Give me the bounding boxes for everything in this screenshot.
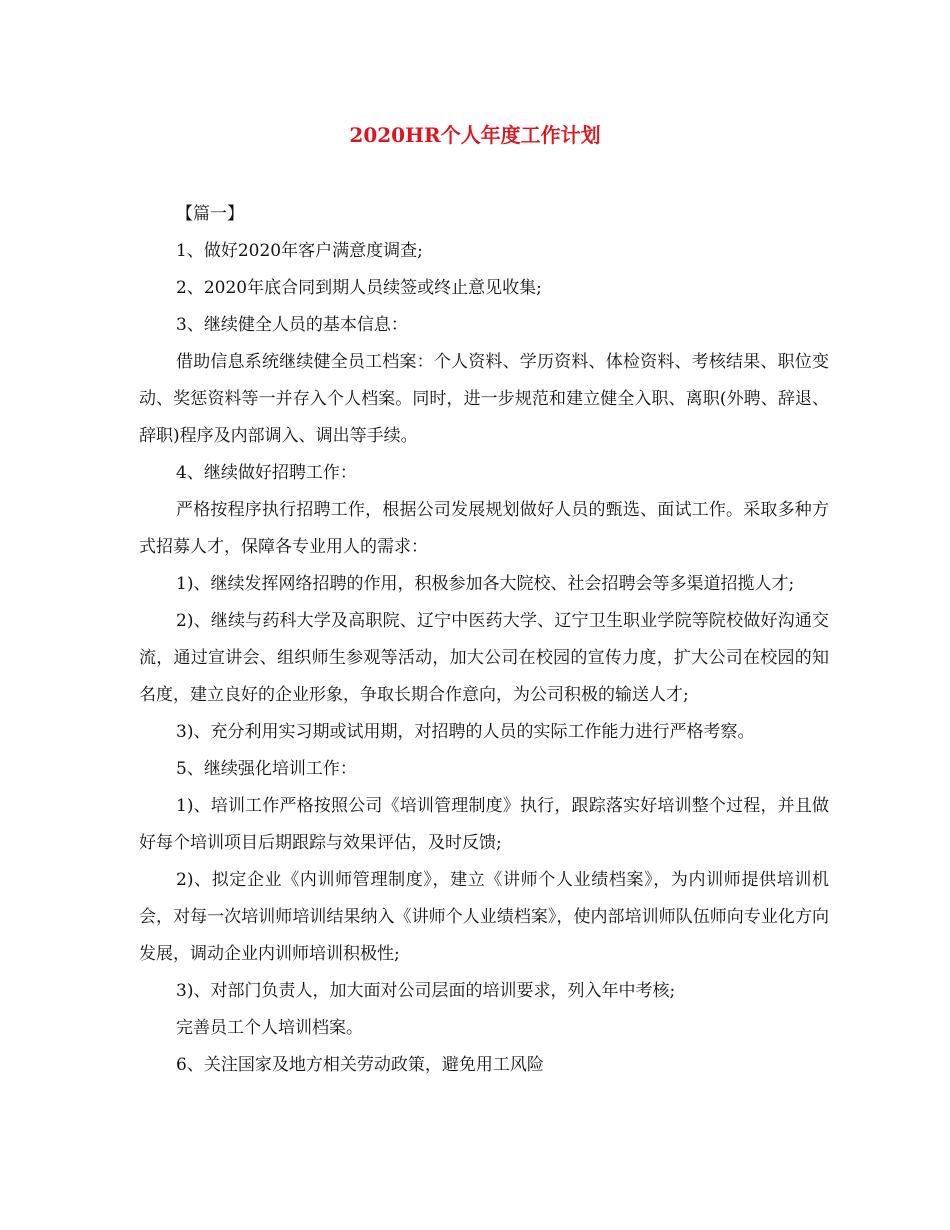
list-item-5: 5、继续强化培训工作： — [176, 759, 357, 779]
sub-item-4-1: 1)、继续发挥网络招聘的作用，积极参加各大院校、社会招聘会等多渠道招揽人才; — [176, 574, 795, 594]
paragraph-recruitment: 严格按程序执行招聘工作，根据公司发展规划做好人员的甄选、面试工作。采取多种方式招募人才，保障各专业用人的需求： — [139, 500, 829, 557]
list-item-3: 3、继续健全人员的基本信息： — [176, 315, 408, 335]
list-item-6: 6、关注国家及地方相关劳动政策，避免用工风险 — [176, 1055, 544, 1075]
sub-item-5-2: 2)、拟定企业《内训师管理制度》，建立《讲师个人业绩档案》，为内训师提供培训机会，对每一次培训师培训结果纳入《讲师个人业绩档案》，使内部培训师队伍师向专业化方向发展，调动企业内训师培训积极性; — [139, 870, 829, 964]
document-body — [139, 196, 829, 1084]
paragraph-training-files: 完善员工个人培训档案。 — [176, 1018, 363, 1038]
sub-item-5-1: 1)、培训工作严格按照公司《培训管理制度》执行，跟踪落实好培训整个过程，并且做好每个培训项目后期跟踪与效果评估，及时反馈; — [139, 796, 829, 853]
sub-item-5-3: 3)、对部门负责人，加大面对公司层面的培训要求，列入年中考核; — [176, 981, 676, 1001]
section-heading: 【篇一】 — [176, 204, 244, 224]
list-item-2: 2、2020年底合同到期人员续签或终止意见收集; — [176, 278, 542, 298]
list-item-4: 4、继续做好招聘工作： — [176, 463, 357, 483]
paragraph-employee-files: 借助信息系统继续健全员工档案：个人资料、学历资料、体检资料、考核结果、职位变动、奖惩资料等一并存入个人档案。同时，进一步规范和建立健全入职、离职(外聘、辞退、辞职)程序及内部调入、调出等手续。 — [139, 352, 829, 446]
sub-item-4-2: 2)、继续与药科大学及高职院、辽宁中医药大学、辽宁卫生职业学院等院校做好沟通交流，通过宣讲会、组织师生参观等活动，加大公司在校园的宣传力度，扩大公司在校园的知名度，建立良好的企业形象，争取长期合作意向，为公司积极的输送人才; — [139, 611, 829, 705]
list-item-1: 1、做好2020年客户满意度调查; — [176, 241, 423, 261]
document-title: 2020HR个人年度工作计划 — [349, 123, 601, 147]
sub-item-4-3: 3)、充分利用实习期或试用期，对招聘的人员的实际工作能力进行严格考察。 — [176, 722, 755, 742]
